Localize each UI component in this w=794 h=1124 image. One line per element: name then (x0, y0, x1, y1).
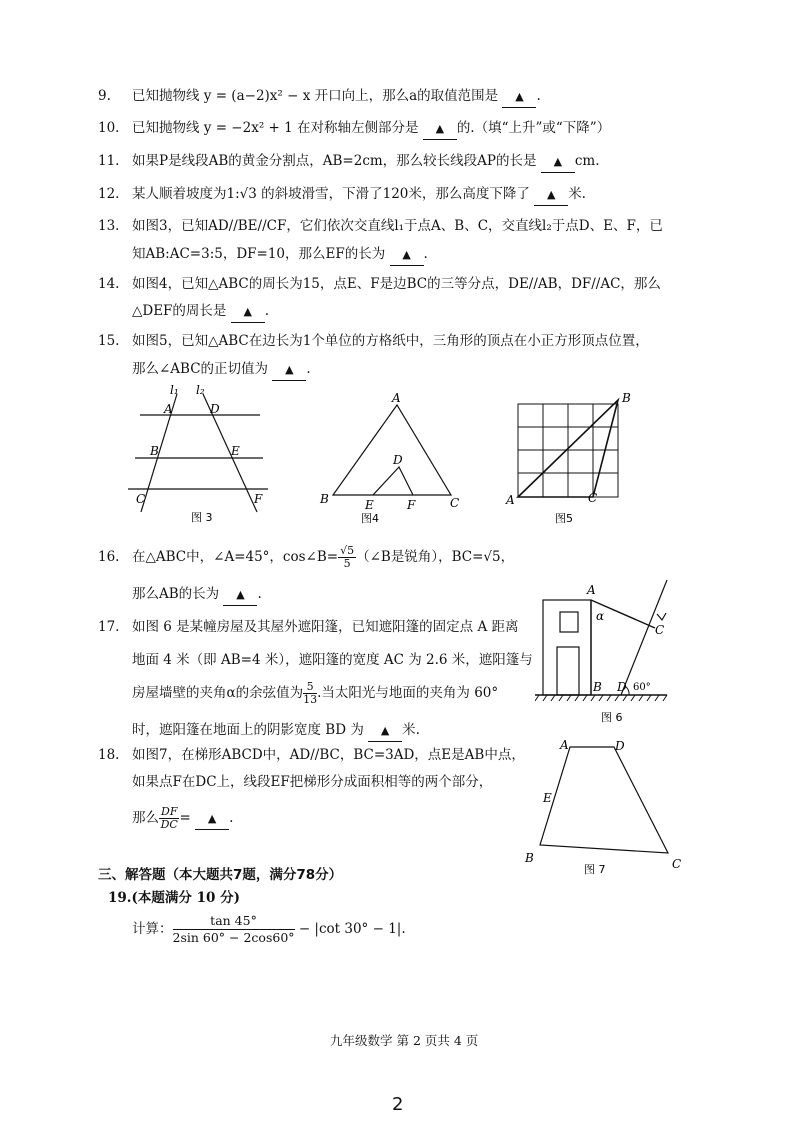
answer-blank: ▲ (223, 585, 257, 606)
label-b: B (525, 851, 534, 865)
label-a: A (587, 583, 596, 597)
fraction (338, 545, 356, 570)
page-footer: 九年级数学 第 2 页共 4 页 (330, 1033, 479, 1048)
fraction-denominator: 13 (303, 693, 318, 706)
question-end: . (306, 361, 311, 377)
answer-blank: ▲ (502, 87, 536, 108)
label-e: E (231, 444, 240, 458)
question-19-expression (132, 913, 406, 946)
page-number: 2 (392, 1094, 404, 1115)
answer-blank: ▲ (541, 152, 575, 173)
label-f: F (407, 498, 416, 512)
question-11 (98, 151, 599, 173)
question-end: . (229, 810, 234, 826)
answer-blank: ▲ (272, 360, 306, 381)
question-text-line1: 如图3，已知AD//BE//CF，它们依次交直线l₁于点A、B、C，交直线l₂于点D、E、F，已 (132, 218, 663, 234)
section-title: 三、解答题（本大题共7题，满分78分） (98, 867, 343, 883)
figure-4 (313, 385, 473, 527)
figure-caption: 图4 (361, 512, 379, 525)
question-16 (98, 545, 514, 570)
question-15-line2 (132, 359, 311, 381)
question-16-line2 (132, 584, 262, 606)
label-a: A (164, 402, 173, 416)
label-a: A (560, 738, 569, 752)
question-17-line4 (132, 720, 420, 742)
label-d: D (210, 402, 220, 416)
question-end: . (536, 88, 541, 104)
question-text-line2: △DEF的周长是 (132, 303, 227, 319)
question-18-line2 (132, 772, 492, 792)
question-number: 18. (98, 747, 120, 763)
question-text-b: （∠B是锐角），BC=√5， (356, 549, 515, 565)
arrow-icon (657, 613, 666, 620)
ground-hatching (535, 695, 667, 701)
label-b: B (593, 680, 602, 694)
question-text-line3b: = (179, 810, 191, 826)
question-17-line3 (132, 681, 498, 706)
label-c: C (588, 491, 598, 505)
label-b: B (622, 391, 631, 405)
fraction (303, 681, 317, 706)
label-c: C (136, 492, 146, 506)
question-number: 13. (98, 218, 120, 234)
question-number: 15. (98, 333, 120, 349)
question-text: 已知抛物线 y = −2x² + 1 在对称轴左侧部分是 (132, 120, 419, 136)
answer-blank: ▲ (390, 245, 424, 266)
question-9 (98, 86, 541, 108)
question-end: . (257, 586, 262, 602)
fraction (173, 913, 295, 946)
triangle-abc (333, 405, 451, 495)
question-end: . (423, 246, 428, 262)
fraction (159, 806, 179, 831)
question-17-line2 (132, 650, 533, 670)
question-number: 12. (98, 186, 120, 202)
question-end: cm. (574, 153, 600, 169)
question-13 (98, 216, 663, 236)
figure-caption: 图 3 (191, 511, 213, 524)
label-alpha: α (596, 609, 605, 623)
question-text-line2: 如果点F在DC上，线段EF把梯形分成面积相等的两个部分， (132, 774, 493, 790)
figure-5 (500, 388, 640, 528)
question-number: 9. (98, 88, 111, 104)
answer-blank: ▲ (534, 185, 568, 206)
fraction-numerator: DF (161, 805, 178, 818)
answer-blank: ▲ (231, 302, 265, 323)
question-15 (98, 331, 649, 351)
fraction-denominator: 5 (343, 557, 351, 570)
question-end: 米. (402, 722, 420, 738)
question-text-line4: 时，遮阳篷在地面上的阴影宽度 BD 为 (132, 722, 364, 738)
label-d: D (393, 453, 403, 467)
question-18 (98, 745, 525, 765)
question-19-header (108, 888, 240, 908)
figure-caption: 图 6 (601, 711, 623, 724)
fraction-numerator: tan 45° (173, 913, 295, 930)
label-e: E (365, 498, 374, 512)
question-end: 米. (568, 186, 586, 202)
question-text-line2: 地面 4 米（即 AB=4 米），遮阳篷的宽度 AC 为 2.6 米，遮阳篷与 (132, 652, 533, 668)
question-number: 10. (98, 120, 120, 136)
label-d: D (615, 739, 625, 753)
label-f: F (254, 492, 263, 506)
label-l1: l₁ (170, 383, 179, 397)
fraction-denominator: DC (160, 818, 178, 831)
answer-blank: ▲ (423, 119, 457, 140)
question-text-line1: 如图5，已知△ABC在边长为1个单位的方格纸中，三角形的顶点在小正方形顶点位置， (132, 333, 649, 349)
window (560, 612, 578, 632)
question-text-line1: 如图 6 是某幢房屋及其屋外遮阳篷，已知遮阳篷的固定点 A 距离 (132, 619, 519, 635)
question-13-line2 (132, 244, 428, 266)
label-l2: l₂ (196, 383, 205, 397)
question-text-line2: 那么∠ABC的正切值为 (132, 361, 269, 377)
trapezoid-abcd (540, 747, 668, 853)
question-score: (本题满分 10 分) (131, 890, 240, 906)
label-c: C (655, 623, 665, 637)
question-10 (98, 118, 610, 140)
triangle-def (373, 467, 413, 495)
sun-ray (621, 580, 667, 695)
answer-blank: ▲ (368, 721, 402, 742)
question-14-line2 (132, 301, 269, 323)
question-text-line2: 那么AB的长为 (132, 586, 220, 602)
question-text: 已知抛物线 y = (a−2)x² − x 开口向上，那么a的取值范围是 (132, 88, 499, 104)
question-text-line3b: .当太阳光与地面的夹角为 60° (317, 685, 499, 701)
fraction-numerator: 5 (303, 681, 317, 694)
question-12 (98, 184, 586, 206)
question-number: 19. (108, 890, 132, 906)
question-text-line1: 如图4，已知△ABC的周长为15，点E、F是边BC的三等分点，DE//AB，DF//AC，那么 (132, 276, 661, 292)
question-14 (98, 274, 661, 294)
door (557, 647, 579, 695)
question-text-a: 在△ABC中，∠A=45°，cos∠B= (132, 549, 339, 565)
label-c: C (450, 496, 460, 510)
question-18-line3 (132, 806, 233, 831)
figure-7 (518, 735, 688, 877)
label-a: A (506, 493, 515, 507)
label-angle: 60° (633, 682, 651, 693)
question-text: 如果P是线段AB的黄金分割点，AB=2cm，那么较长线段AP的长是 (132, 153, 537, 169)
question-text-line3a: 那么 (132, 810, 159, 826)
question-text: 某人顺着坡度为1:√3 的斜坡滑雪，下滑了120米，那么高度下降了 (132, 186, 530, 202)
label-b: B (320, 492, 329, 506)
question-end: . (264, 303, 270, 319)
question-number: 11. (98, 153, 120, 169)
question-text-line2: 知AB:AC=3:5，DF=10，那么EF的长为 (132, 246, 386, 262)
question-text-line1: 如图7，在梯形ABCD中，AD//BC，BC=3AD，点E是AB中点， (132, 747, 525, 763)
question-number: 14. (98, 276, 120, 292)
fraction-denominator: 2sin 60° − 2cos60° (172, 930, 295, 945)
label-c: C (672, 857, 682, 871)
fraction-numerator: √5 (340, 544, 355, 557)
figure-3 (120, 382, 280, 527)
question-end: 的.（填“上升”或“下降”） (456, 120, 611, 136)
expression-rest: − |cot 30° − 1|. (298, 921, 406, 937)
figure-6 (535, 578, 675, 728)
answer-blank: ▲ (195, 809, 229, 830)
question-number: 17. (98, 619, 120, 635)
question-label: 计算： (132, 921, 173, 937)
question-number: 16. (98, 549, 120, 565)
question-text-line3a: 房屋墙壁的夹角α的余弦值为 (132, 685, 304, 701)
label-a: A (392, 391, 401, 405)
label-e: E (543, 791, 552, 805)
label-b: B (150, 444, 159, 458)
figure-caption: 图 7 (584, 863, 606, 876)
question-17 (98, 617, 519, 637)
figure-caption: 图5 (555, 512, 573, 525)
label-d: D (617, 680, 627, 694)
